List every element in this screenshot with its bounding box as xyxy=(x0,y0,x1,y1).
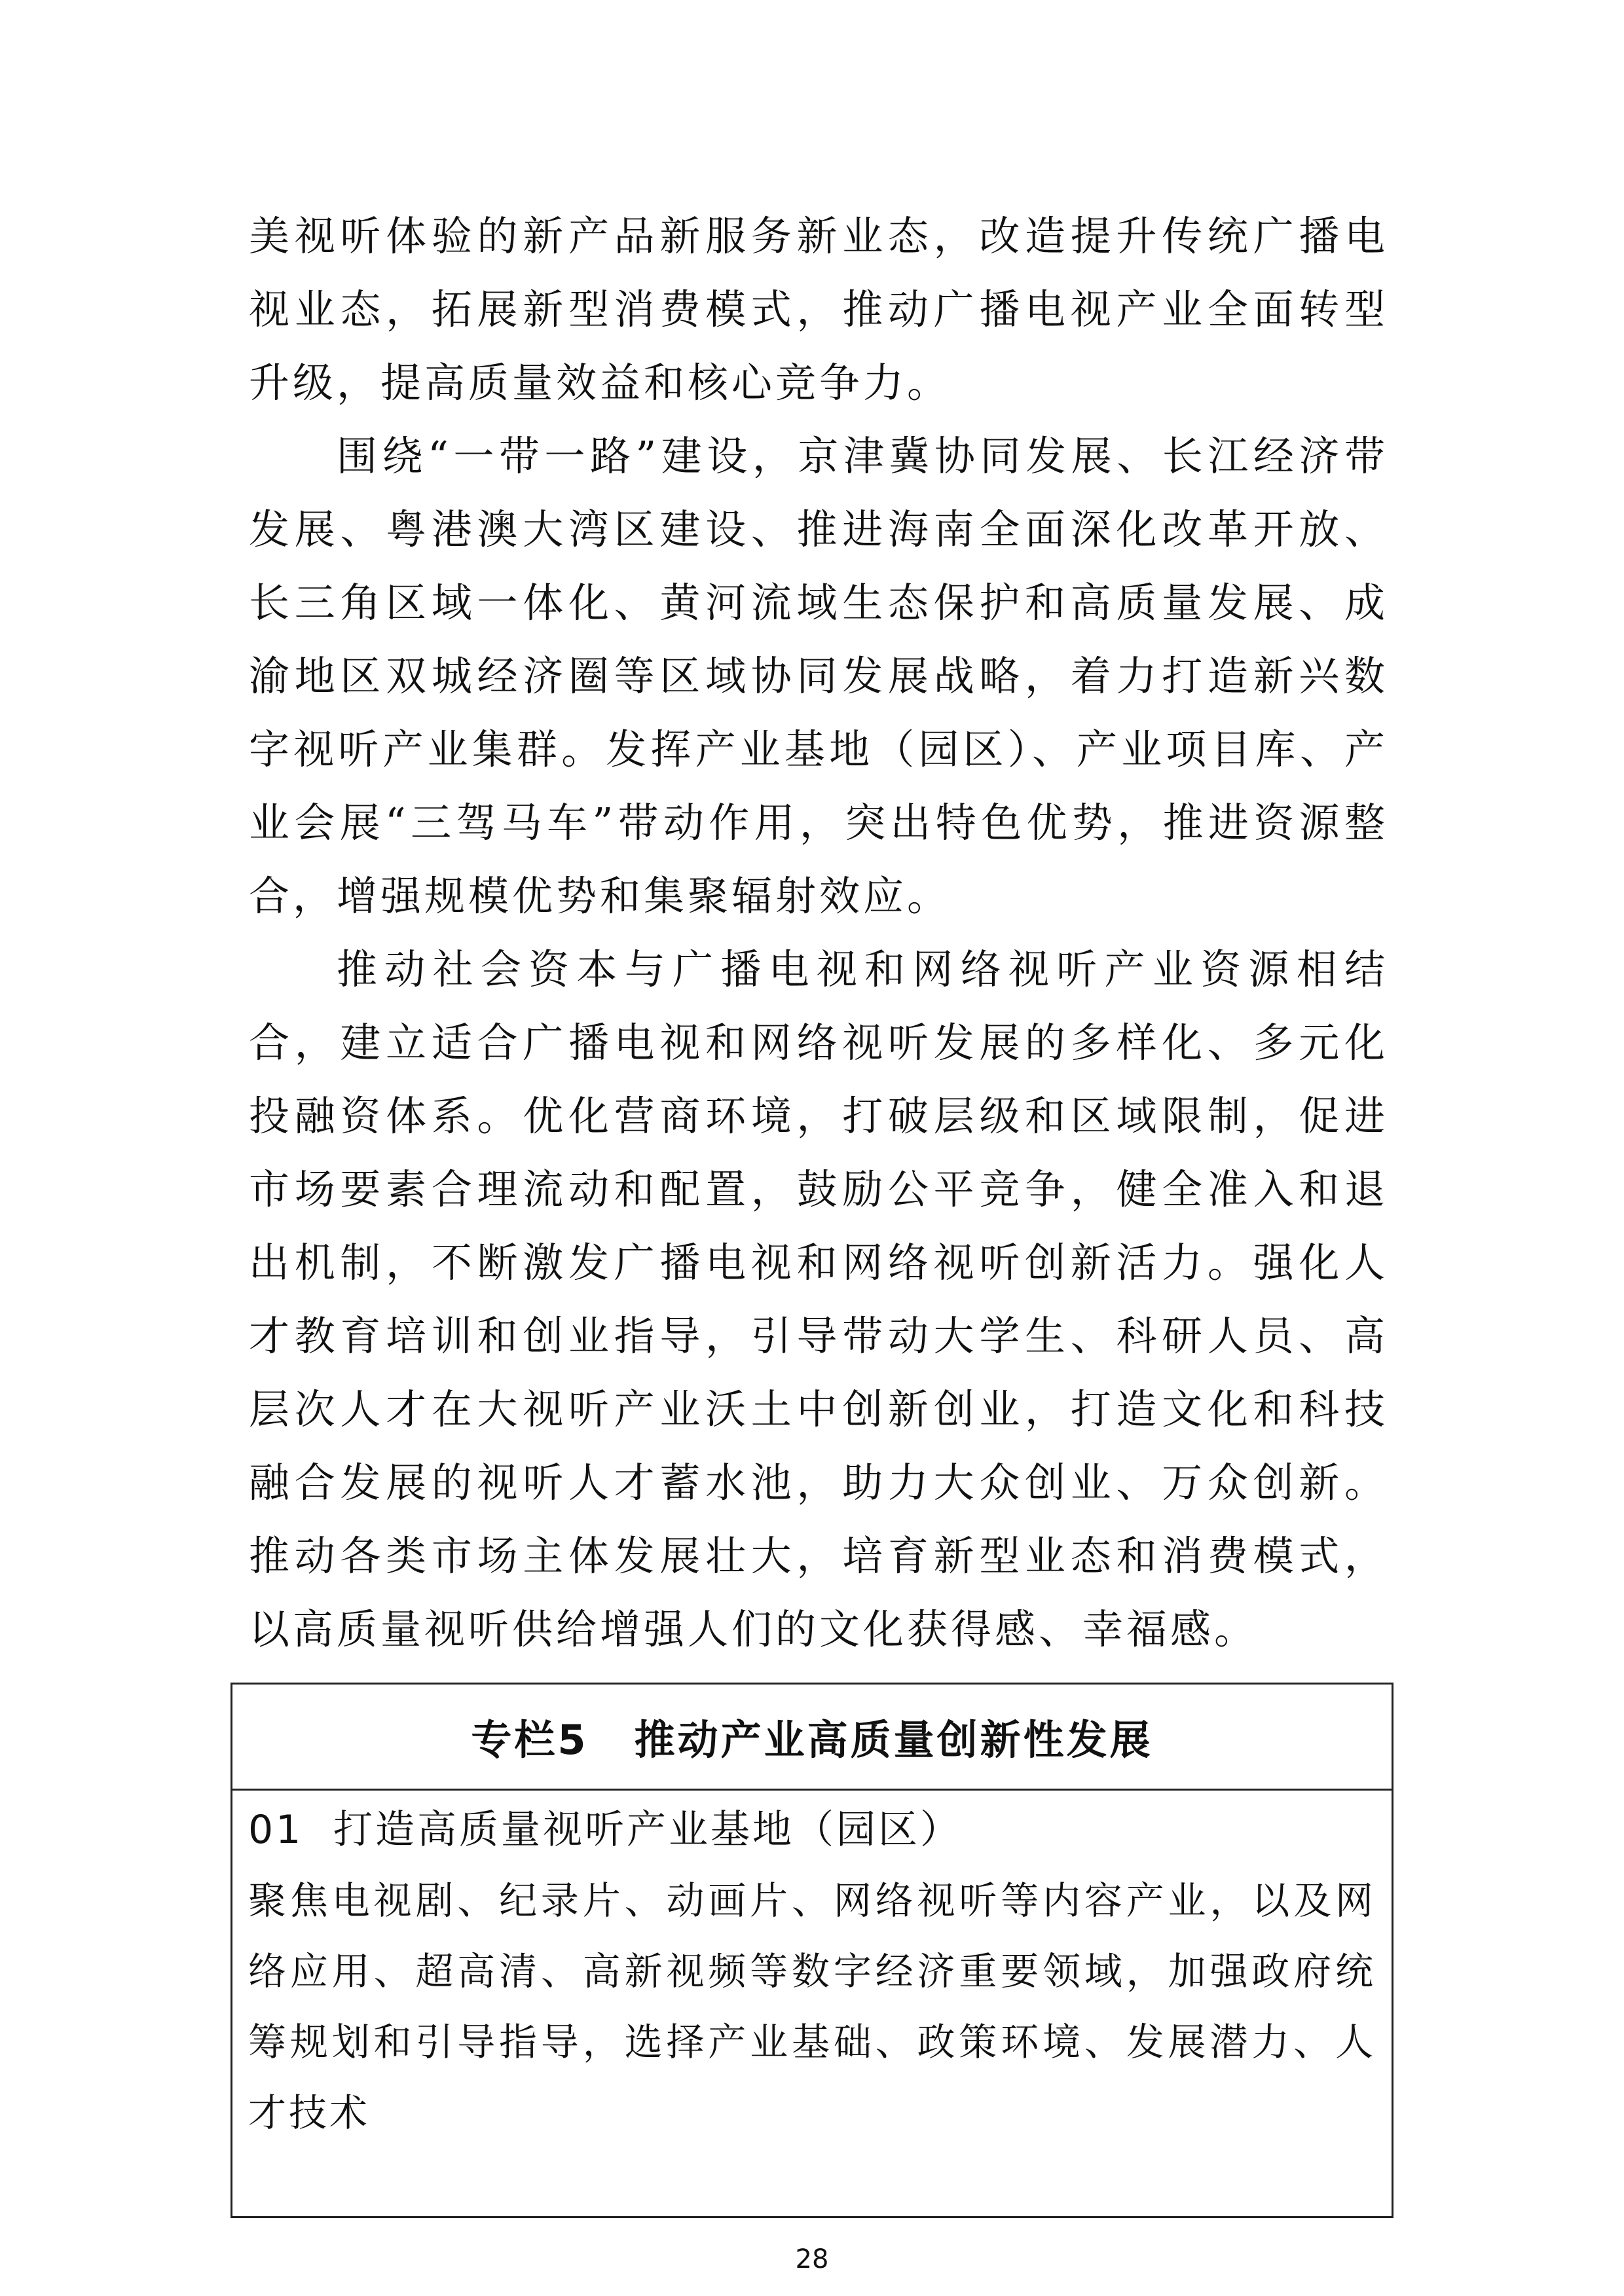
paragraph-continuation: 美视听体验的新产品新服务新业态，改造提升传统广播电视业态，拓展新型消费模式，推动广播电视产业全面转型升级，提高质量效益和核心竞争力。 xyxy=(249,212,1388,407)
item-number: 01 xyxy=(248,1807,304,1853)
column-content xyxy=(232,1791,1392,2148)
item-heading xyxy=(248,1795,1376,1865)
item-title: 打造高质量视听产业基地（园区） xyxy=(333,1807,962,1853)
item-text: 聚焦电视剧、纪录片、动画片、网络视听等内容产业，以及网络应用、超高清、高新视频等数字经济重要领域，加强政府统筹规划和引导指导，选择产业基础、政策环境、发展潜力、人才技术 xyxy=(248,1878,1376,2135)
column-label: 专栏5 xyxy=(471,1716,589,1764)
page-number: 28 xyxy=(795,2244,829,2274)
column-title-text: 推动产业高质量创新性发展 xyxy=(634,1716,1153,1764)
paragraph-regional-strategy: 围绕“一带一路”建设，京津冀协同发展、长江经济带发展、粤港澳大湾区建设、推进海南全面深化改革开放、长三角区域一体化、黄河流域生态保护和高质量发展、成渝地区双城经济圈等区域协同发展战略，着力打造新兴数字视听产业集群。发挥产业基地（园区）、产业项目库、产业会展“三驾马车”带动作用，突出特色优势，推进资源整合，增强规模优势和集聚辐射效应。 xyxy=(249,432,1388,920)
column-box xyxy=(231,1683,1393,2218)
paragraph-social-capital: 推动社会资本与广播电视和网络视听产业资源相结合，建立适合广播电视和网络视听发展的多样化、多元化投融资体系。优化营商环境，打破层级和区域限制，促进市场要素合理流动和配置，鼓励公平竞争，健全准入和退出机制，不断激发广播电视和网络视听创新活力。强化人才教育培训和创业指导，引导带动大学生、科研人员、高层次人才在大视听产业沃土中创新创业，打造文化和科技融合发展的视听人才蓄水池，助力大众创业、万众创新。推动各类市场主体发展壮大，培育新型业态和消费模式，以高质量视听供给增强人们的文化获得感、幸福感。 xyxy=(249,945,1388,1653)
body-text xyxy=(249,200,1388,1666)
column-title xyxy=(232,1685,1392,1791)
